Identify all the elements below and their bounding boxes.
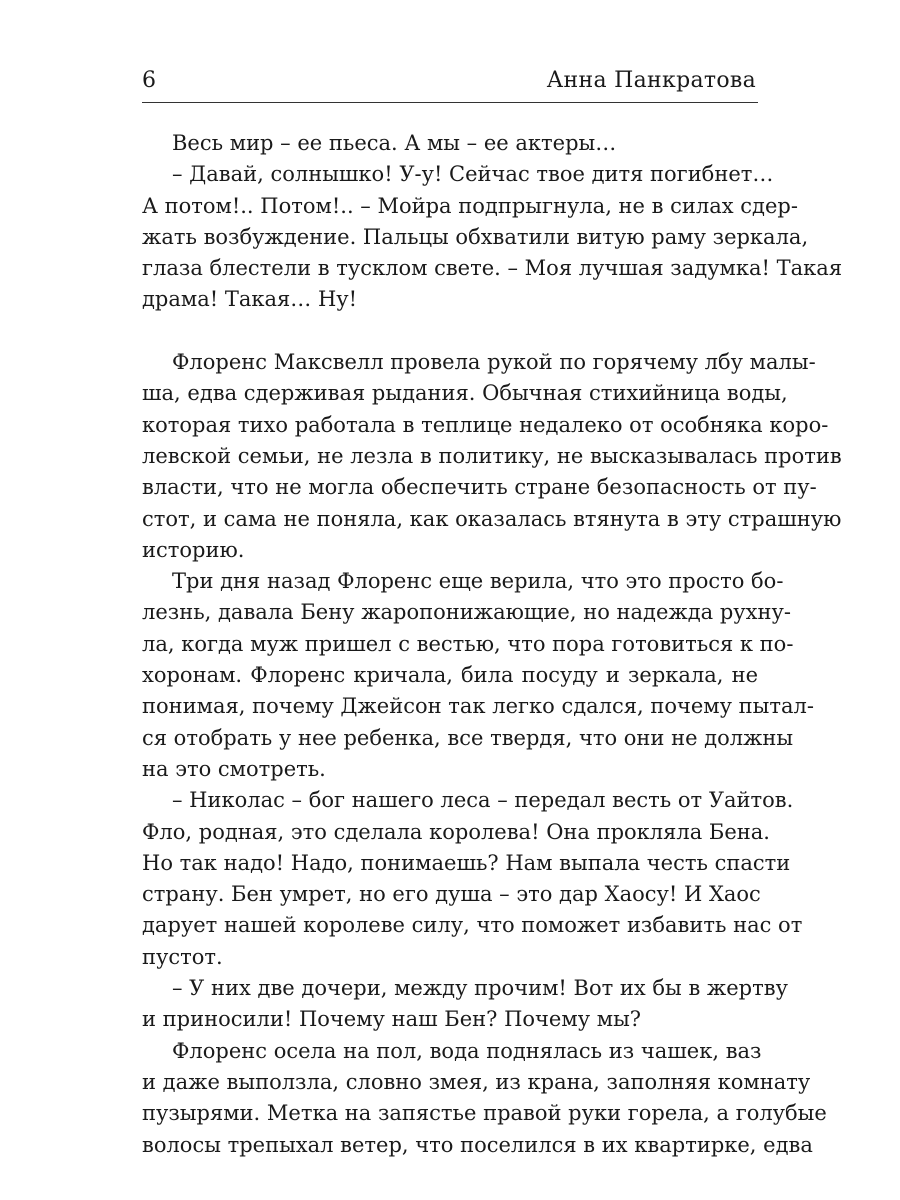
body-text bbox=[142, 128, 843, 1161]
text-line: глаза блестели в тусклом свете. – Моя лучшая задумка! Такая bbox=[142, 256, 843, 281]
text-line: ся отобрать у нее ребенка, все твердя, что они не должны bbox=[142, 725, 794, 750]
text-line: пустот. bbox=[142, 944, 223, 969]
text-line: понимая, почему Джейсон так легко сдался, почему пытал- bbox=[142, 694, 814, 719]
text-line: – У них две дочери, между прочим! Вот их бы в жертву bbox=[172, 976, 788, 1001]
page-number: 6 bbox=[142, 68, 156, 93]
text-line: дарует нашей королеве силу, что поможет избавить нас от bbox=[142, 913, 803, 938]
text-line: Флоренс Максвелл провела рукой по горячему лбу малы- bbox=[172, 350, 816, 375]
text-line: страну. Бен умрет, но его душа – это дар Хаосу! И Хаос bbox=[142, 882, 761, 907]
text-line: ла, когда муж пришел с вестью, что пора готовиться к по- bbox=[142, 631, 794, 656]
running-head-author: Анна Панкратова bbox=[546, 68, 756, 93]
text-line: А потом!.. Потом!.. – Мойра подпрыгнула, не в силах сдер- bbox=[142, 193, 798, 218]
text-line: Но так надо! Надо, понимаешь? Нам выпала честь спасти bbox=[142, 850, 791, 875]
text-line: ша, едва сдерживая рыдания. Обычная стихийница воды, bbox=[142, 381, 788, 406]
text-line: которая тихо работала в теплице недалеко от особняка коро- bbox=[142, 412, 829, 437]
text-line: на это смотреть. bbox=[142, 756, 326, 781]
text-line: – Николас – бог нашего леса – передал весть от Уайтов. bbox=[172, 788, 794, 813]
text-line: драма! Такая… Ну! bbox=[142, 287, 358, 312]
text-line: и даже выползла, словно змея, из крана, заполняя комнату bbox=[142, 1069, 811, 1094]
text-line: хоронам. Флоренс кричала, била посуду и зеркала, не bbox=[142, 663, 758, 688]
text-line: волосы трепыхал ветер, что поселился в их квартирке, едва bbox=[142, 1132, 813, 1157]
text-line: левской семьи, не лезла в политику, не высказывалась против bbox=[142, 443, 842, 468]
page-header bbox=[142, 62, 758, 103]
section-break bbox=[142, 316, 758, 347]
text-line: – Давай, солнышко! У-у! Сейчас твое дитя погибнет… bbox=[172, 162, 774, 187]
text-line: власти, что не могла обеспечить стране безопасность от пу- bbox=[142, 475, 817, 500]
text-line: жать возбуждение. Пальцы обхватили витую раму зеркала, bbox=[142, 224, 809, 249]
text-line: Весь мир – ее пьеса. А мы – ее актеры… bbox=[172, 131, 617, 155]
text-line: историю. bbox=[142, 537, 245, 562]
text-line: Флоренс осела на пол, вода поднялась из чашек, ваз bbox=[172, 1038, 762, 1063]
text-line: Три дня назад Флоренс еще верила, что это просто бо- bbox=[172, 569, 784, 594]
text-line: Фло, родная, это сделала королева! Она прокляла Бена. bbox=[142, 819, 770, 844]
text-line: лезнь, давала Бену жаропонижающие, но надежда рухну- bbox=[142, 600, 791, 625]
text-line: и приносили! Почему наш Бен? Почему мы? bbox=[142, 1007, 642, 1032]
text-line: пузырями. Метка на запястье правой руки горела, а голубые bbox=[142, 1101, 827, 1126]
text-line: стот, и сама не поняла, как оказалась втянута в эту страшную bbox=[142, 506, 842, 531]
